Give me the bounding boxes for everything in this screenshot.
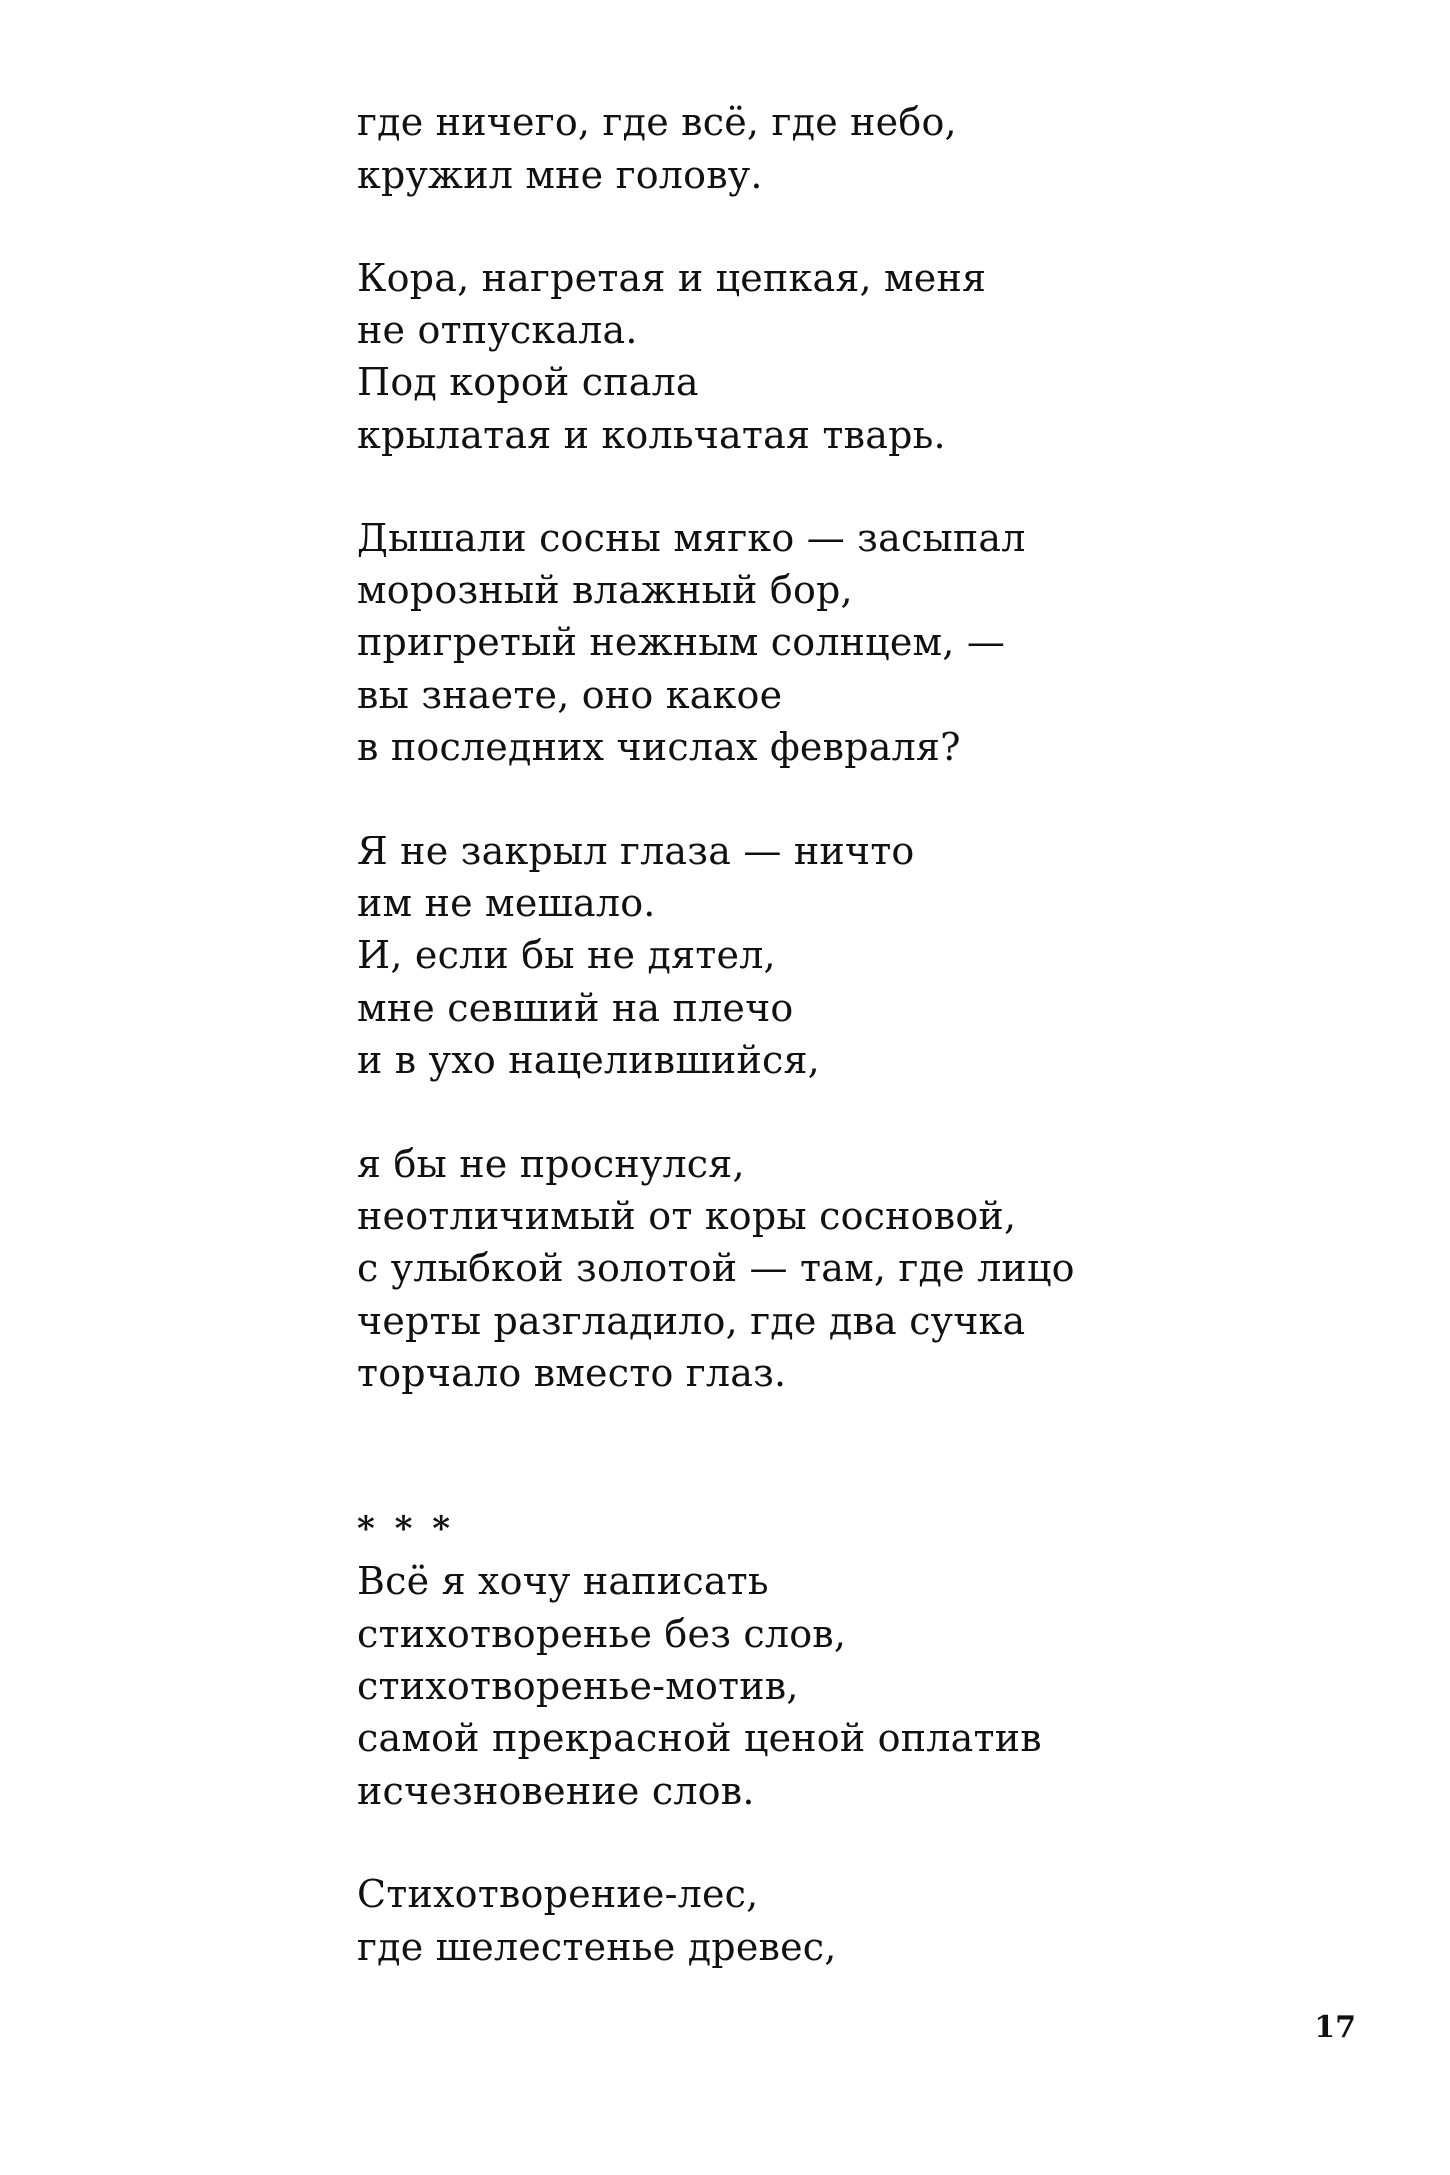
poem-line: морозный влажный бор, [357,568,853,612]
poem-line: стихотворенье без слов, [357,1612,847,1656]
poem-line: в последних числах февраля? [357,725,961,769]
poem-line: мне севший на плечо [357,986,794,1030]
poem-line: с улыбкой золотой — там, где лицо [357,1246,1075,1290]
poem-line: исчезновение слов. [357,1769,755,1813]
page-number: 17 [1314,2010,1356,2045]
poem-line: Стихотворение-лес, [357,1872,759,1916]
poem-line: Кора, нагретая и цепкая, меня [357,256,987,300]
section-divider: * * * [357,1509,455,1549]
poem-line: стихотворенье-мотив, [357,1664,799,1708]
poem-line: Под корой спала [357,360,699,404]
poem-line: Всё я хочу написать [357,1559,769,1603]
poem-line: крылатая и кольчатая тварь. [357,413,946,457]
poem-line: кружил мне голову. [357,153,763,197]
poem-line: не отпускала. [357,308,638,352]
poem-line: Я не закрыл глаза — ничто [357,829,915,873]
poem-line: пригретый нежным солнцем, — [357,620,1006,664]
poem-line: И, если бы не дятел, [357,933,776,977]
poem-line: где ничего, где всё, где небо, [357,100,957,144]
poem-line: торчало вместо глаз. [357,1351,787,1395]
poem-line: вы знаете, оно какое [357,673,783,717]
poem-line: самой прекрасной ценой оплатив [357,1716,1042,1760]
poem-line: где шелестенье древес, [357,1925,837,1969]
poem-line: и в ухо нацелившийся, [357,1038,820,1082]
poem-line: неотличимый от коры сосновой, [357,1194,1017,1238]
poem-line: им не мешало. [357,881,656,925]
poem-line: черты разгладило, где два сучка [357,1299,1026,1343]
poem-line: я бы не проснулся, [357,1142,745,1186]
poem-line: Дышали сосны мягко — засыпал [357,516,1026,560]
